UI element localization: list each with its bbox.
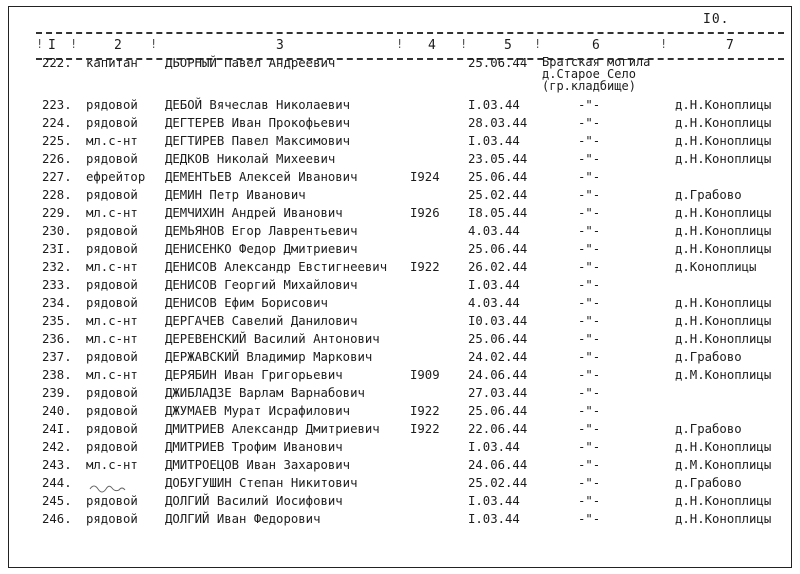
row-rank: мл.с-нт xyxy=(86,368,138,382)
row-place: д.М.Коноплицы xyxy=(675,368,772,382)
table-row xyxy=(0,296,800,313)
row-name: ДЕМЕНТЬЕВ Алексей Иванович xyxy=(165,170,358,184)
row-number: 226. xyxy=(42,152,72,166)
row-death-date: 28.03.44 xyxy=(468,116,528,130)
row-number: 23I. xyxy=(42,242,72,256)
row-death-date: 23.05.44 xyxy=(468,152,528,166)
row-burial: -"- xyxy=(578,170,601,184)
table-row xyxy=(0,278,800,295)
row-place: д.Грабово xyxy=(675,422,742,436)
row-death-date: 25.06.44 xyxy=(468,56,528,70)
header-col-5: 5 xyxy=(504,38,512,53)
row-rank: рядовой xyxy=(86,242,138,256)
header-col-4: 4 xyxy=(428,38,436,53)
row-rank: рядовой xyxy=(86,224,138,238)
row-rank: рядовой xyxy=(86,278,138,292)
row-rank: рядовой xyxy=(86,440,138,454)
header-col-2: 2 xyxy=(114,38,122,53)
row-rank: рядовой xyxy=(86,98,138,112)
row-birth-year: I922 xyxy=(410,260,440,274)
row-name: ДОЛГИЙ Василий Иосифович xyxy=(165,494,343,508)
row-place: д.Н.Коноплицы xyxy=(675,134,772,148)
table-row xyxy=(0,134,800,151)
row-death-date: I.03.44 xyxy=(468,98,520,112)
row-name: ДЕРЯБИН Иван Григорьевич xyxy=(165,368,343,382)
row-rank: мл.с-нт xyxy=(86,134,138,148)
row-rank: рядовой xyxy=(86,494,138,508)
row-number: 224. xyxy=(42,116,72,130)
row-number: 227. xyxy=(42,170,72,184)
row-place: д.Н.Коноплицы xyxy=(675,512,772,526)
row-burial: -"- xyxy=(578,404,601,418)
page-number: I0. xyxy=(703,12,730,27)
row-number: 240. xyxy=(42,404,72,418)
row-number: 235. xyxy=(42,314,72,328)
row-number: 242. xyxy=(42,440,72,454)
row-death-date: I0.03.44 xyxy=(468,314,528,328)
table-row xyxy=(0,188,800,205)
row-place: д.Н.Коноплицы xyxy=(675,224,772,238)
row-name: ДЕРГАЧЕВ Савелий Данилович xyxy=(165,314,358,328)
row-burial: -"- xyxy=(578,116,601,130)
row-death-date: I.03.44 xyxy=(468,512,520,526)
row-name: ДЕГТЕРЕВ Иван Прокофьевич xyxy=(165,116,351,130)
row-death-date: 4.03.44 xyxy=(468,224,520,238)
row-number: 244. xyxy=(42,476,72,490)
row-burial: -"- xyxy=(578,476,601,490)
row-place: д.Н.Коноплицы xyxy=(675,440,772,454)
table-row xyxy=(0,55,800,93)
row-rank: рядовой xyxy=(86,404,138,418)
table-row xyxy=(0,494,800,511)
table-row xyxy=(0,170,800,187)
row-place: д.М.Коноплицы xyxy=(675,458,772,472)
row-death-date: 25.06.44 xyxy=(468,404,528,418)
table-row xyxy=(0,350,800,367)
row-place: д.Н.Коноплицы xyxy=(675,332,772,346)
header-separator: ! xyxy=(534,37,542,51)
row-number: 24I. xyxy=(42,422,72,436)
row-birth-year: I909 xyxy=(410,368,440,382)
row-name: ДЕНИСЕНКО Федор Дмитриевич xyxy=(165,242,358,256)
row-number: 239. xyxy=(42,386,72,400)
header-col-3: 3 xyxy=(276,38,284,53)
row-burial: -"- xyxy=(578,332,601,346)
row-rank: рядовой xyxy=(86,512,138,526)
row-death-date: I.03.44 xyxy=(468,278,520,292)
row-burial: -"- xyxy=(578,188,601,202)
row-number: 223. xyxy=(42,98,72,112)
row-rank: ефрейтор xyxy=(86,170,146,184)
row-burial: -"- xyxy=(578,440,601,454)
row-number: 225. xyxy=(42,134,72,148)
table-row xyxy=(0,332,800,349)
row-number: 238. xyxy=(42,368,72,382)
header-separator: ! xyxy=(396,37,404,51)
row-death-date: 24.06.44 xyxy=(468,458,528,472)
row-number: 232. xyxy=(42,260,72,274)
row-burial: -"- xyxy=(578,278,601,292)
header-col-6: 6 xyxy=(592,38,600,53)
row-number: 222. xyxy=(42,56,72,70)
row-death-date: 22.06.44 xyxy=(468,422,528,436)
row-name: ДЕДКОВ Николай Михеевич xyxy=(165,152,336,166)
row-place: д.Грабово xyxy=(675,476,742,490)
header-separator: ! xyxy=(70,37,78,51)
row-death-date: 25.06.44 xyxy=(468,332,528,346)
row-death-date: 26.02.44 xyxy=(468,260,528,274)
table-row xyxy=(0,98,800,115)
row-name: ДОЛГИЙ Иван Федорович xyxy=(165,512,321,526)
table-row xyxy=(0,512,800,529)
header-separator: ! xyxy=(460,37,468,51)
row-place: д.Н.Коноплицы xyxy=(675,206,772,220)
row-number: 245. xyxy=(42,494,72,508)
header-col-7: 7 xyxy=(726,38,734,53)
row-death-date: I.03.44 xyxy=(468,494,520,508)
row-number: 237. xyxy=(42,350,72,364)
table-row xyxy=(0,422,800,439)
table-row xyxy=(0,314,800,331)
row-death-date: 27.03.44 xyxy=(468,386,528,400)
row-death-date: I.03.44 xyxy=(468,134,520,148)
row-rank: мл.с-нт xyxy=(86,332,138,346)
row-rank: рядовой xyxy=(86,422,138,436)
row-death-date: 25.06.44 xyxy=(468,242,528,256)
row-death-date: 25.02.44 xyxy=(468,476,528,490)
table-row xyxy=(0,440,800,457)
table-row xyxy=(0,260,800,277)
row-burial: -"- xyxy=(578,260,601,274)
row-rank: мл.с-нт xyxy=(86,206,138,220)
row-place: д.Н.Коноплицы xyxy=(675,152,772,166)
row-place: д.Н.Коноплицы xyxy=(675,296,772,310)
row-name: ДЖИБЛАДЗЕ Варлам Варнабович xyxy=(165,386,365,400)
row-name: ДМИТРИЕВ Александр Дмитриевич xyxy=(165,422,380,436)
row-death-date: 25.02.44 xyxy=(468,188,528,202)
row-name: ДЕМЬЯНОВ Егор Лаврентьевич xyxy=(165,224,358,238)
row-place: д.Коноплицы xyxy=(675,260,757,274)
row-burial: -"- xyxy=(578,152,601,166)
row-burial: -"- xyxy=(578,512,601,526)
row-burial: -"- xyxy=(578,224,601,238)
row-death-date: 24.02.44 xyxy=(468,350,528,364)
row-name: ДЕНИСОВ Александр Евстигнеевич xyxy=(165,260,388,274)
row-place: д.Н.Коноплицы xyxy=(675,314,772,328)
row-rank: мл.с-нт xyxy=(86,314,138,328)
row-death-date: I8.05.44 xyxy=(468,206,528,220)
row-rank: рядовой xyxy=(86,152,138,166)
row-death-date: 4.03.44 xyxy=(468,296,520,310)
row-burial: -"- xyxy=(578,458,601,472)
row-burial: -"- xyxy=(578,350,601,364)
row-birth-year: I922 xyxy=(410,422,440,436)
row-name: ДОБУГУШИН Степан Никитович xyxy=(165,476,358,490)
row-death-date: I.03.44 xyxy=(468,440,520,454)
row-place: д.Н.Коноплицы xyxy=(675,116,772,130)
table-row xyxy=(0,458,800,475)
row-rank: мл.с-нт xyxy=(86,260,138,274)
row-place: д.Н.Коноплицы xyxy=(675,242,772,256)
row-death-date: 24.06.44 xyxy=(468,368,528,382)
row-birth-year: I924 xyxy=(410,170,440,184)
row-name: ДЕГТИРЕВ Павел Максимович xyxy=(165,134,351,148)
row-burial: -"- xyxy=(578,422,601,436)
row-burial: -"- xyxy=(578,98,601,112)
row-number: 233. xyxy=(42,278,72,292)
row-burial: -"- xyxy=(578,242,601,256)
table-row xyxy=(0,206,800,223)
row-name: ДЕНИСОВ Ефим Борисович xyxy=(165,296,328,310)
row-name: ДЕНИСОВ Георгий Михайлович xyxy=(165,278,358,292)
handwritten-mark xyxy=(88,480,128,494)
row-burial: -"- xyxy=(578,296,601,310)
row-number: 228. xyxy=(42,188,72,202)
row-burial: -"- xyxy=(578,368,601,382)
row-birth-year: I922 xyxy=(410,404,440,418)
row-number: 229. xyxy=(42,206,72,220)
header-separator: ! xyxy=(660,37,668,51)
row-burial: -"- xyxy=(578,386,601,400)
row-name: ДМИТРИЕВ Трофим Иванович xyxy=(165,440,343,454)
row-rank: рядовой xyxy=(86,188,138,202)
row-place: д.Н.Коноплицы xyxy=(675,494,772,508)
row-place: д.Грабово xyxy=(675,350,742,364)
row-name: ДМИТРОЕЦОВ Иван Захарович xyxy=(165,458,351,472)
row-name: ДЕМЧИХИН Андрей Иванович xyxy=(165,206,343,220)
row-rank: мл.с-нт xyxy=(86,458,138,472)
row-rank: рядовой xyxy=(86,386,138,400)
header-separator: ! xyxy=(36,37,44,51)
table-row xyxy=(0,404,800,421)
table-row xyxy=(0,386,800,403)
row-name: ДЕМИН Петр Иванович xyxy=(165,188,306,202)
row-name: ДЕБОЙ Вячеслав Николаевич xyxy=(165,98,351,112)
row-number: 234. xyxy=(42,296,72,310)
row-name: ДЕРЕВЕНСКИЙ Василий Антонович xyxy=(165,332,380,346)
row-place: д.Н.Коноплицы xyxy=(675,98,772,112)
row-rank: рядовой xyxy=(86,350,138,364)
header-col-1: I xyxy=(48,38,56,53)
table-row xyxy=(0,242,800,259)
table-row xyxy=(0,224,800,241)
header-separator: ! xyxy=(150,37,158,51)
row-number: 243. xyxy=(42,458,72,472)
row-number: 236. xyxy=(42,332,72,346)
row-number: 246. xyxy=(42,512,72,526)
row-burial: -"- xyxy=(578,206,601,220)
row-birth-year: I926 xyxy=(410,206,440,220)
row-burial: Братская могила д.Старое Село (гр.кладбище) xyxy=(542,55,651,93)
row-name: ДЕРЖАВСКИЙ Владимир Маркович xyxy=(165,350,373,364)
table-row xyxy=(0,152,800,169)
row-rank: рядовой xyxy=(86,296,138,310)
row-rank: капитан xyxy=(86,56,138,70)
table-row xyxy=(0,368,800,385)
row-burial: -"- xyxy=(578,314,601,328)
table-row xyxy=(0,116,800,133)
row-name: ДЬОРНЫЙ Павел Андреевич xyxy=(165,56,336,70)
row-death-date: 25.06.44 xyxy=(468,170,528,184)
row-name: ДЖУМАЕВ Мурат Исрафилович xyxy=(165,404,351,418)
row-rank: рядовой xyxy=(86,116,138,130)
row-burial: -"- xyxy=(578,494,601,508)
row-burial: -"- xyxy=(578,134,601,148)
row-number: 230. xyxy=(42,224,72,238)
row-place: д.Грабово xyxy=(675,188,742,202)
